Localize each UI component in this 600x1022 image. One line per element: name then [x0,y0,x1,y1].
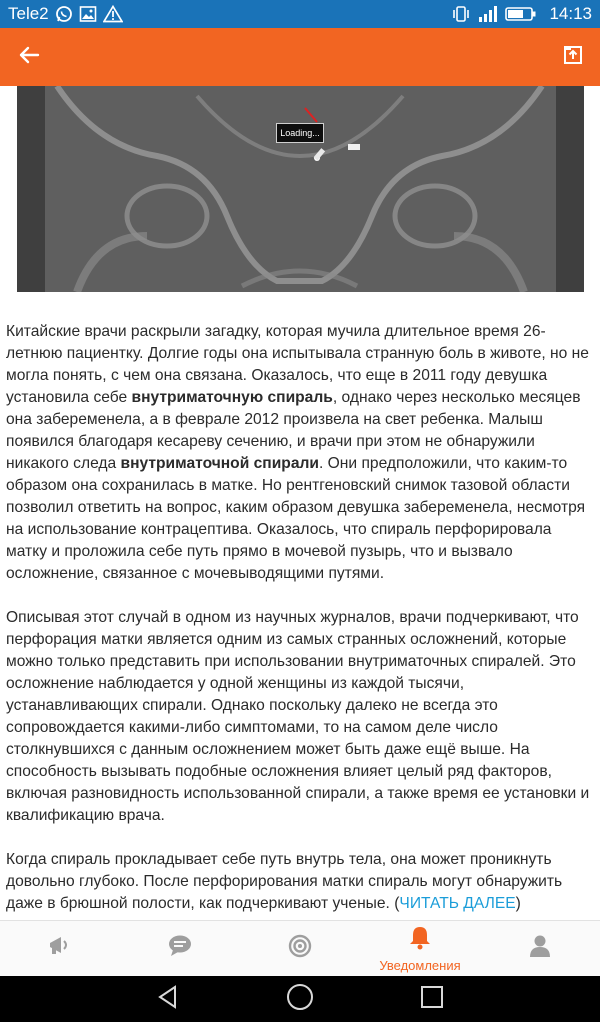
back-button[interactable] [10,38,48,76]
carrier-name: Tele2 [8,4,49,23]
article-content[interactable] [0,86,600,920]
whatsapp-icon [55,5,73,23]
app-bar [0,28,600,86]
home-circle-icon [286,983,314,1016]
paragraph-2: Описывая этот случай в одном из научных журналов, врачи подчеркивают, что перфорация матки является одним из самых странных осложнений, которые можно только представить при использовании внутриматочных спиралей. Это осложнение наблюдается у одной женщины из каждой тысячи, устанавливающих спирали. Однако поскольку далеко не всегда это сопровождается какими-либо симптомами, то на самом деле число столкнувшихся с данным осложнением может быть даже ещё выше. На способность вызывать подобные осложнения влияет целый ряд факторов, включая разновидность использованной спирали, а также время ее установки и квалификацию врача. [6,609,590,824]
status-bar [0,0,600,28]
system-recents-button[interactable] [417,984,447,1014]
warning-icon [103,5,123,23]
share-button[interactable] [554,38,592,76]
nav-label-notifications: Уведомления [379,957,461,973]
loading-badge: Loading... [276,123,324,143]
vibrate-icon [451,5,471,23]
back-triangle-icon [155,984,181,1015]
nav-item-chat[interactable] [120,921,240,976]
recents-square-icon [420,985,444,1014]
nav-item-profile[interactable] [480,921,600,976]
nav-item-notifications[interactable] [360,921,480,976]
system-home-button[interactable] [285,984,315,1014]
target-icon [287,933,313,964]
article-image-xray [17,86,584,292]
paragraph-1: Китайские врачи раскрыли загадку, которая мучила длительное время 26-летнюю пациентку. Долгие годы она испытывала странную боль в животе, но не могла понять, с чем она связана. Оказалось, что еще в 2011 году девушка установила себе внутриматочную спираль, однако через несколько месяцев она забеременела, а в феврале 2012 произвела на свет ребенка. Малыш появился благодаря кесареву сечению, и врачи при этом не обнаружили никакого следа внутриматочной спирали. Они предположили, что каким-то образом она сохранилась в матке. Но рентгеновский снимок тазовой области позволил ответить на вопрос, каким образом девушка забеременела, несмотря на использование контрацептива. Оказалось, что спираль перфорировала матку и проложила себе путь прямо в мочевой пузырь, что и вызвало осложнение, связанное с мочевыводящими путями. [6,323,589,582]
bold-term: внутриматочную спираль [131,389,333,406]
chat-bubble-icon [167,933,193,964]
nav-item-target[interactable] [240,921,360,976]
megaphone-icon [47,933,73,964]
system-back-button[interactable] [153,984,183,1014]
signal-icon [477,5,499,23]
person-icon [527,933,553,964]
share-box-icon [562,44,584,71]
system-navigation-bar [0,976,600,1022]
bottom-navigation [0,920,600,976]
article-text [6,321,594,920]
read-more-link[interactable]: ЧИТАТЬ ДАЛЕЕ [399,895,516,912]
battery-icon [505,5,537,23]
clock: 14:13 [549,4,592,23]
arrow-left-icon [18,44,40,71]
nav-item-news[interactable] [0,921,120,976]
image-icon [79,5,97,23]
paragraph-3: Когда спираль прокладывает себе путь внутрь тела, она может проникнуть довольно глубоко. После перфорирования матки спираль могут обнаружить даже в брюшной полости, как подчеркивают ученые. (ЧИТАТЬ ДАЛЕЕ) [6,851,563,912]
bell-icon [407,925,433,956]
bold-term: внутриматочной спирали [120,455,319,472]
